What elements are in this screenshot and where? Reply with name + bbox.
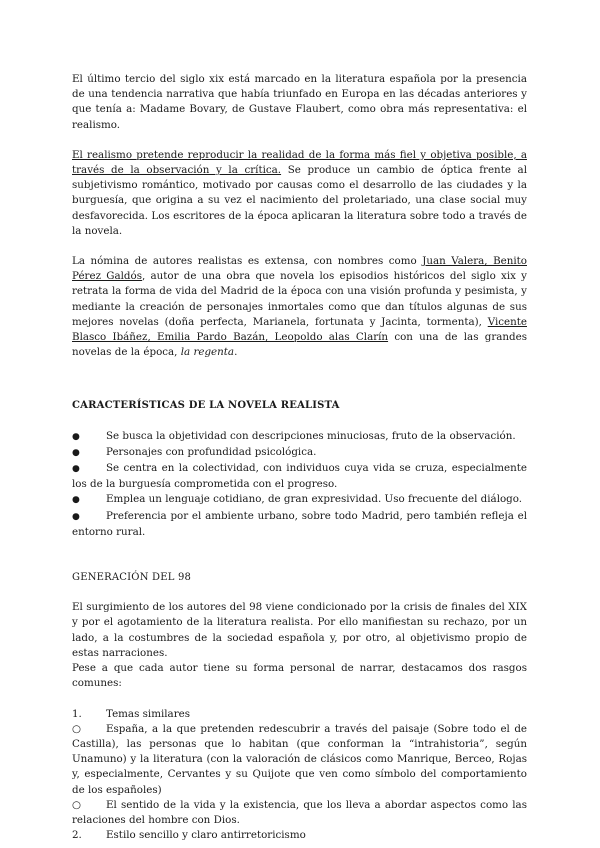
generation98-paragraph-1: El surgimiento de los autores del 98 viene condicionado por la crisis de finales del XIX y por el agotamiento de la literatura realista. Por ello manifiestan su rechazo, por un lado, a la costumbres de la sociedad española y, por otro, al objetivismo propio de estas narraciones. [72,601,527,659]
intro-paragraph-2 [72,148,527,239]
authors-text-b: , autor de una obra que novela los episodios históricos del siglo xix y retrata la forma de vida del Madrid de la época con una visión profunda y pesimista, y mediante la creación de personajes inmortales como que dan títulos algunas de sus mejores novelas (doña perfecta, Marianela, fortunata y Jacinta, tormenta), [72,270,528,328]
authors-text-c: con una de las grandes novelas de la época, [72,331,527,359]
characteristics-heading: CARACTERÍSTICAS DE LA NOVELA REALISTA [72,400,340,412]
authors-text-a: La nómina de autores realistas es extensa, con nombres como [72,255,423,268]
authors-underlined-1: Juan Valera, Benito Pérez Galdós [72,255,527,283]
list-item [72,828,527,843]
bullet-icon: ● [72,431,80,442]
list-item-text: Personajes con profundidad psicológica. [106,445,317,458]
authors-text-end: . [234,346,238,359]
document-page [72,72,527,843]
generation98-paragraph-2: Pese a que cada autor tiene su forma personal de narrar, destacamos dos rasgos comunes: [72,662,527,690]
realism-definition-underlined: El realismo pretende reproducir la realidad de la forma más fiel y objetiva posible, a través de la observación y la crítica. [72,148,527,177]
generation98-list [72,707,527,844]
list-item-text: Preferencia por el ambiente urbano, sobre todo Madrid, pero también refleja el entorno rural. [72,509,527,538]
bullet-icon: ● [72,511,80,522]
list-item [72,445,527,461]
generation98-heading: GENERACIÓN DEL 98 [72,572,192,584]
list-item-text: Temas similares [106,707,190,720]
list-item-text: Se centra en la colectividad, con individuos cuya vida se cruza, especialmente los de la burguesía comprometida con el progreso. [72,462,527,491]
list-marker: 2. [72,829,82,842]
list-item-text: Se busca la objetividad con descripciones minuciosas, fruto de la observación. [106,429,516,442]
list-marker: ○ [72,722,81,735]
bullet-icon: ● [72,447,80,458]
la-regenta-title: la regenta [180,346,235,359]
intro-paragraph-3 [72,254,527,360]
bullet-icon: ● [72,464,80,475]
authors-underlined-2: Vicente Blasco Ibáñez, Emilia Pardo Bazán, Leopoldo alas Clarín [72,315,527,344]
bullet-icon: ● [72,495,80,506]
list-item [72,722,527,798]
intro-paragraph-2-rest: Se produce un cambio de óptica frente al subjetivismo romántico, motivado por causas como el desarrollo de las ciudades y la burguesía, que origina a su vez el nacimiento del proletariado, una clase social muy desfavorecida. Los escritores de la época aplicaran la literatura sobre todo a través de la novela. [72,164,527,237]
list-item [72,798,527,828]
list-item [72,707,527,722]
list-item [72,461,527,492]
intro-paragraph-1: El último tercio del siglo xix está marcado en la literatura española por la presencia de una tendencia narrativa que había triunfado en Europa en las décadas anteriores y que tenía a: Madame Bovary, de Gustave Flaubert, como obra más representativa: el realismo. [72,73,527,131]
list-item-text: España, a la que pretenden redescubrir a través del paisaje (Sobre todo el de Castilla), las personas que lo habitan (que conforman la “intrahistoria”, según Unamuno) y la literatura (con la valoración de clásicos como Manrique, Berceo, Rojas y, especialmente, Cervantes y su Quijote que ven como símbolo del comportamiento de los españoles) [72,722,527,796]
list-marker: ○ [72,798,81,811]
list-marker: 1. [72,707,82,720]
list-item-text: Estilo sencillo y claro antirretoricismo [106,829,306,842]
characteristics-list [72,429,527,540]
list-item [72,492,527,508]
list-item [72,429,527,445]
list-item-text: Emplea un lenguaje cotidiano, de gran expresividad. Uso frecuente del diálogo. [106,493,523,506]
list-item [72,509,527,540]
list-item-text: El sentido de la vida y la existencia, que los lleva a abordar aspectos como las relaciones del hombre con Dios. [72,798,527,826]
